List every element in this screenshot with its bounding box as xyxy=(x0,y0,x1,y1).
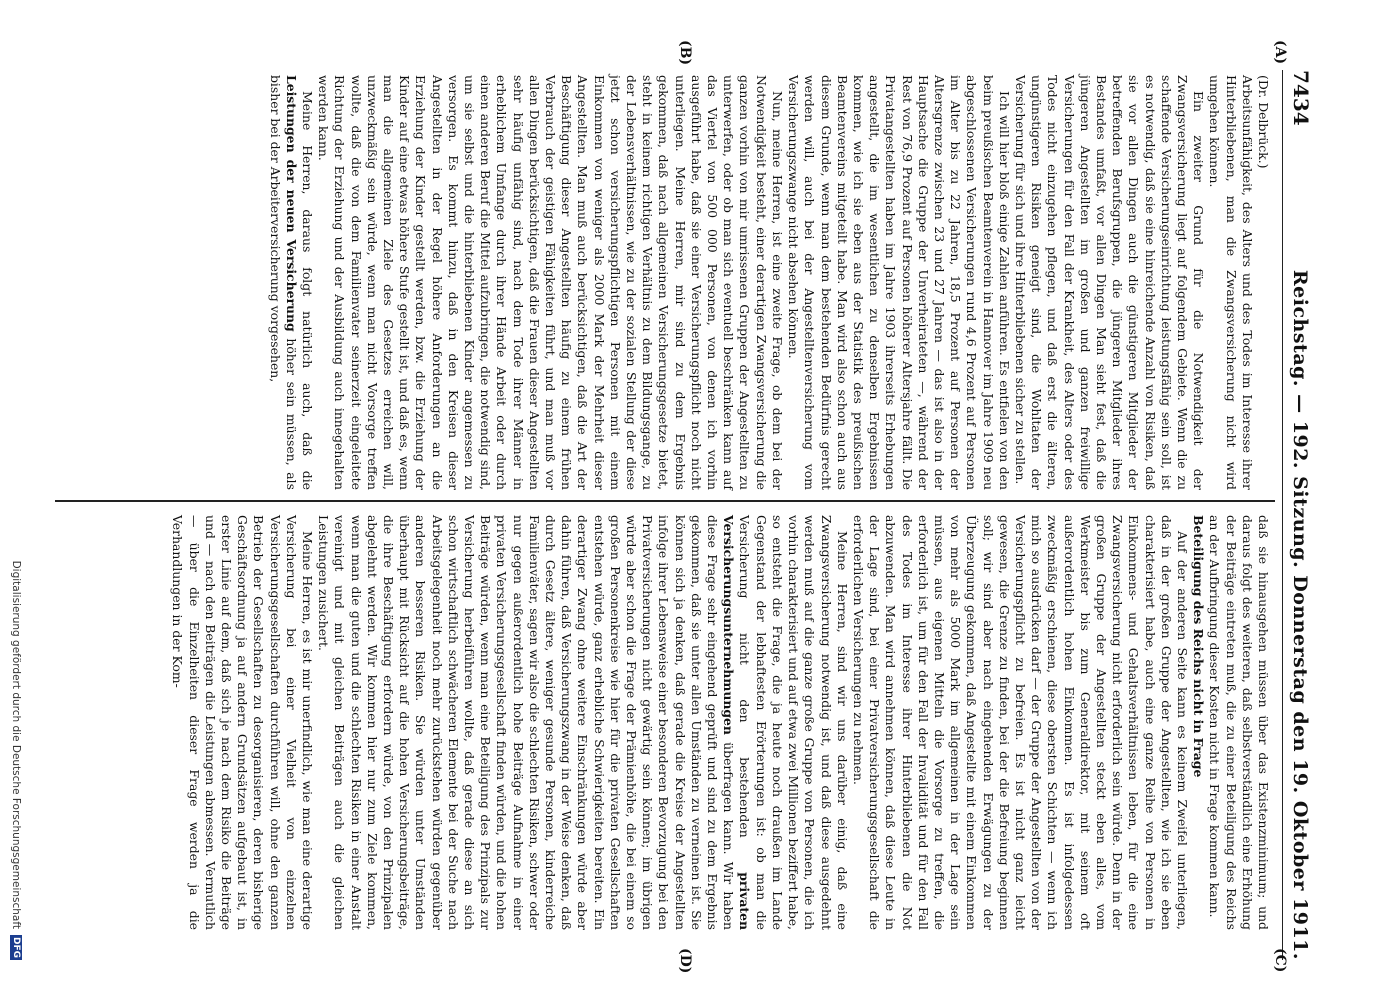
paragraph: Nun, meine Herren, ist eine zweite Frage, ob dem bei der Notwendigkeit besteht, einer derartigen Zwangsversicherung die ganzen vorhin von mir umrissenen Gruppen der Angestellten zu unterwerfen, oder ob man sich eventuell beschränken kann auf das Viertel von 500 000 Personen, von denen ich vorhin ausgeführt habe, daß sie einer Versicherungspflicht noch nicht unterliegen. Meine Herren, mir sind zu dem Ergebnis gekommen, daß nach allgemeinen Versicherungsgesetze bietet, steht in keinem richtigen Verhältnis zu dem Bildungsgange, zu der Lebensverhältnissen, wie zu der sozialen Stellung der diese jetzt schon versicherungspflichtigen Personen mit einem Einkommen von weniger als 2000 Mark der Mehrheit dieser Angestellten. Man muß auch berücksichtigen, daß die Art der Beschäftigung dieser Angestellten häufig zu einem frühen Verbrauch der geistigen Fähigkeiten führt, und man muß vor allen Dingen berücksichtigen, daß die Frauen dieser Angestellten sehr häufig unfähig sind, nach dem Tode ihrer Männer in erheblichem Umfange durch ihrer Hände Arbeit oder durch einen anderen Beruf die Mittel aufzubringen, die notwendig sind, um sie selbst und die hinterbliebenen Kinder angemessen zu versorgen. Es kommt hinzu, daß in den Kreisen dieser Angestellten in der Regel höhere Anforderungen an die Erziehung der Kinder gestellt werden, bzw. die Erziehung der Kinder auf eine etwas höhere Stufe gestellt ist, und daß es, wenn man die allgemeinen Ziele des Gesetzes erreichen will, unzweckmäßig sein würde, wenn man nicht Vorsorge treffen wollte, daß die von dem Familienvater seinerzeit eingeleitete Richtung der Erziehung und der Ausbildung auch innegehalten werden kann. xyxy=(316,75,785,490)
right-column xyxy=(169,515,1271,930)
paragraph: Ich will hier bloß einige Zahlen anführen. Es entfielen von den beim preußischen Beamtenverein in Hannover im Jahre 1909 neu abgeschlossenen Versicherungen rund 4,6 Prozent auf Personen im Alter bis zu 22 Jahren, 18,5 Prozent auf Personen der Altersgrenze zwischen 23 und 27 Jahren — das ist also in der Hauptsache die Gruppe der Unverheirateten —, während der Rest von 76,9 Prozent auf Personen höherer Altersjahre fällt. Die Privatangestellten haben im Jahre 1903 ihrerseits Erhebungen angestellt, die im wesentlichen zu denselben Ergebnissen kommen, wie ich sie eben aus der Statistik des preußischen Beamtenvereins mitgeteilt habe. Man wird also schon auch aus diesem Grunde, wenn man dem bestehenden Bedürfnis gerecht werden will, auch bei der Angestelltenversicherung vom Versicherungszwange nicht absehen können. xyxy=(786,75,1012,490)
paragraph-text: höher sein müssen, als bisher bei der Arbeiterversicherung vorgesehen, xyxy=(267,75,299,490)
margin-marker-d: (D) xyxy=(677,948,693,974)
credit-text: Digitalisierung gefördert durch die Deutsche Forschungsgemeinschaft xyxy=(10,560,22,929)
paragraph xyxy=(266,75,315,490)
left-column xyxy=(266,75,1271,490)
bold-phrase: Beteiligung des Reichs nicht in Frage xyxy=(1191,515,1207,778)
paragraph: Auf der anderen Seite kann es keinem Zweifel unterliegen, daß in der großen Gruppe der Angestellten, wie ich sie eben charakterisiert habe, auch eine ganze Reihe von Personen in Einkommens- und Gehaltsverhältnissen leben, für die eine Zwangsversicherung nicht erforderlich sein würde. Denn in der großen Gruppe der Angestellten steckt eben alles, vom Werkmeister bis zum Generaldirektor, mit seinem oft außerordentlich hohen Einkommen. Es ist infolgedessen zweckmäßig erschienen, diese obersten Schichten — wenn ich mich so ausdrücken darf — der Gruppe der Angestellten von der Versicherungspflicht zu befreien. Es ist nicht ganz leicht gewesen, die Grenze zu finden, bei der die Befreiung beginnen soll; wir sind aber nach eingehenden Erwägungen zu der Überzeugung gekommen, daß Angestellte mit einem Einkommen von mehr als 5000 Mark im allgemeinen in der Lage sein müssen, aus eigenen Mitteln die Vorsorge zu treffen, die erforderlich ist, um für den Fall der Invalidität und für den Fall des Todes im Interesse ihrer Hinterbliebenen die Not abzuwenden. Man wird annehmen können, daß diese Leute in der Lage sind, bei einer Privatversicherungsgesellschaft die erforderlichen Versicherungen zu nehmen. xyxy=(850,515,1190,930)
column-divider xyxy=(55,500,1275,502)
page-title: Reichstag. — 192. Sitzung. Donnerstag den 19. Oktober 1911. xyxy=(1289,269,1311,960)
bold-phrase: Leistungen der neuen Versicherung xyxy=(283,75,299,332)
bold-phrase: privaten Versicherungsunternehmungen xyxy=(721,515,753,930)
page-header xyxy=(1282,70,1313,960)
digitization-credit xyxy=(10,70,22,960)
paragraph-text: Meine Herren, daraus folgt natürlich auch, daß die xyxy=(300,91,316,490)
paragraph xyxy=(315,515,850,930)
paragraph: Arbeitsunfähigkeit, des Alters und des Todes im Interesse ihrer Hinterbliebenen, man die Zwangsversicherung nicht wird umgehen können. xyxy=(1207,75,1255,490)
paragraph: daß sie hinausgehen müssen über das Existenzminimum; und daraus folgt des weiteren, daß selbstverständlich eine Erhöhung der Beiträge eintreten muß, die zu einer Beteiligung des Reichs an der Aufbringung dieser Kosten nicht in Frage kommen kann. xyxy=(1207,515,1271,930)
bold-heading xyxy=(1190,515,1206,930)
page-number: 7434 xyxy=(1289,70,1313,126)
margin-marker-c: (C) xyxy=(1272,948,1288,973)
paragraph: Ein zweiter Grund für die Notwendigkeit der Zwangsversicherung liegt auf folgendem Gebiete. Wenn die zu schaffende Versicherungseinrichtung leistungsfähig sein soll, ist es notwendig, daß sie eine hinreichende Anzahl von Risiken, daß sie vor allen Dingen auch die günstigeren Mitglieder der betreffenden Berufsgruppen, die jüngeren Mitglieder ihres Bestandes umfaßt, vor allen Dingen Man sieht fest, daß die jüngeren Angestellten im großen und ganzen freiwillige Versicherungen für den Fall der Krankheit, des Alters oder des Todes nicht einzugehen pflegen, und daß erst die älteren, ungünstigeren Risiken geneigt sind, die Wohltaten der Versicherung für sich und ihre Hinterbliebenen sicher zu stellen. xyxy=(1012,75,1207,490)
paragraph: Meine Herren, es ist mir unerfindlich, wie man eine derartige Versicherung bei einer Vielheit von einzelnen Versicherungsgesellschaften durchführen will, ohne den ganzen Betrieb der Gesellschaften zu desorganisieren, deren bisherige Geschäftsordnung ja auf andern Grundsätzen aufgebaut ist, in erster Linie auf dem, daß sich je nach dem Risiko die Beiträge und — nach den Beiträgen die Leistungen abmessen. Vermutlich — über die Einzelheiten dieser Frage werden ja die Verhandlungen in der Kom- xyxy=(170,515,316,930)
dfg-logo: DFG xyxy=(11,936,21,958)
margin-marker-a: (A) xyxy=(1272,40,1288,65)
paragraph-text: überfragen kann. Wir haben diese Frage sehr eingehend geprüft und sind zu dem Ergebnis gekommen, daß sie unter allen Umständen zu verneinen ist. Sie können sich ja denken, daß gerade die Kreise der Angestellten infolge ihrer Lebensweise einer besonderen Bevorzugung bei den Privatversicherungen nicht gewärtig sein können; im übrigen würde aber schon die Frage der Prämienhöhe, die bei einem so großen Personenkreise wie hier für die privaten Gesellschaften entstehen würde, ganz erhebliche Schwierigkeiten bereiten. Ein derartiger Zwang ohne weitere Einschränkungen würde aber dahin führen, daß Versicherungszwang in der Weise denken, daß durch Gesetz ältere, weniger gesunde Personen, kinderreiche Familienväter, sagen wir also die schlechten Risiken, schwer oder nur gegen außerordentlich hohe Beiträge Aufnahme in einer privaten Versicherungsgesellschaft finden würden, und die hohen Beiträge würden, wenn man eine Beteiligung des Prinzipals zur Versicherung herbeiführen wollte, daß gerade diese an sich schon wirtschaftlich schwächeren Elemente bei der Suche nach Arbeitsgelegenheit noch mehr zurückstehen würden gegenüber anderen besseren Risiken. Sie würden unter Umständen überhaupt mit Rücksicht auf die hohen Versicherungsbeiträge, die ihre Beschäftigung erfordern würde, von den Prinzipalen abgelehnt werden. Wir kommen hier nur zum Ziele kommen, wenn man die guten und die schlechten Risiken in einer Anstalt vereinigt und mit gleichen Beiträgen auch die gleichen Leistungen zusichert. xyxy=(316,515,737,930)
paragraph-text: Meine Herren, sind wir uns darüber einig, daß eine Zwangsversicherung notwendig ist, und daß diese ausgedehnt werden muß auf die ganze große Gruppe von Personen, die ich vorhin charakterisiert und auf etwa zwei Millionen beziffert habe, so entsteht die Frage, die ja heute noch draußen im Lande Gegenstand der lebhaftesten Erörterungen ist: ob man die Versicherung nicht den bestehenden xyxy=(737,515,850,930)
speaker-name: (Dr. Delbrück.) xyxy=(1256,75,1271,169)
margin-marker-b: (B) xyxy=(677,40,693,66)
